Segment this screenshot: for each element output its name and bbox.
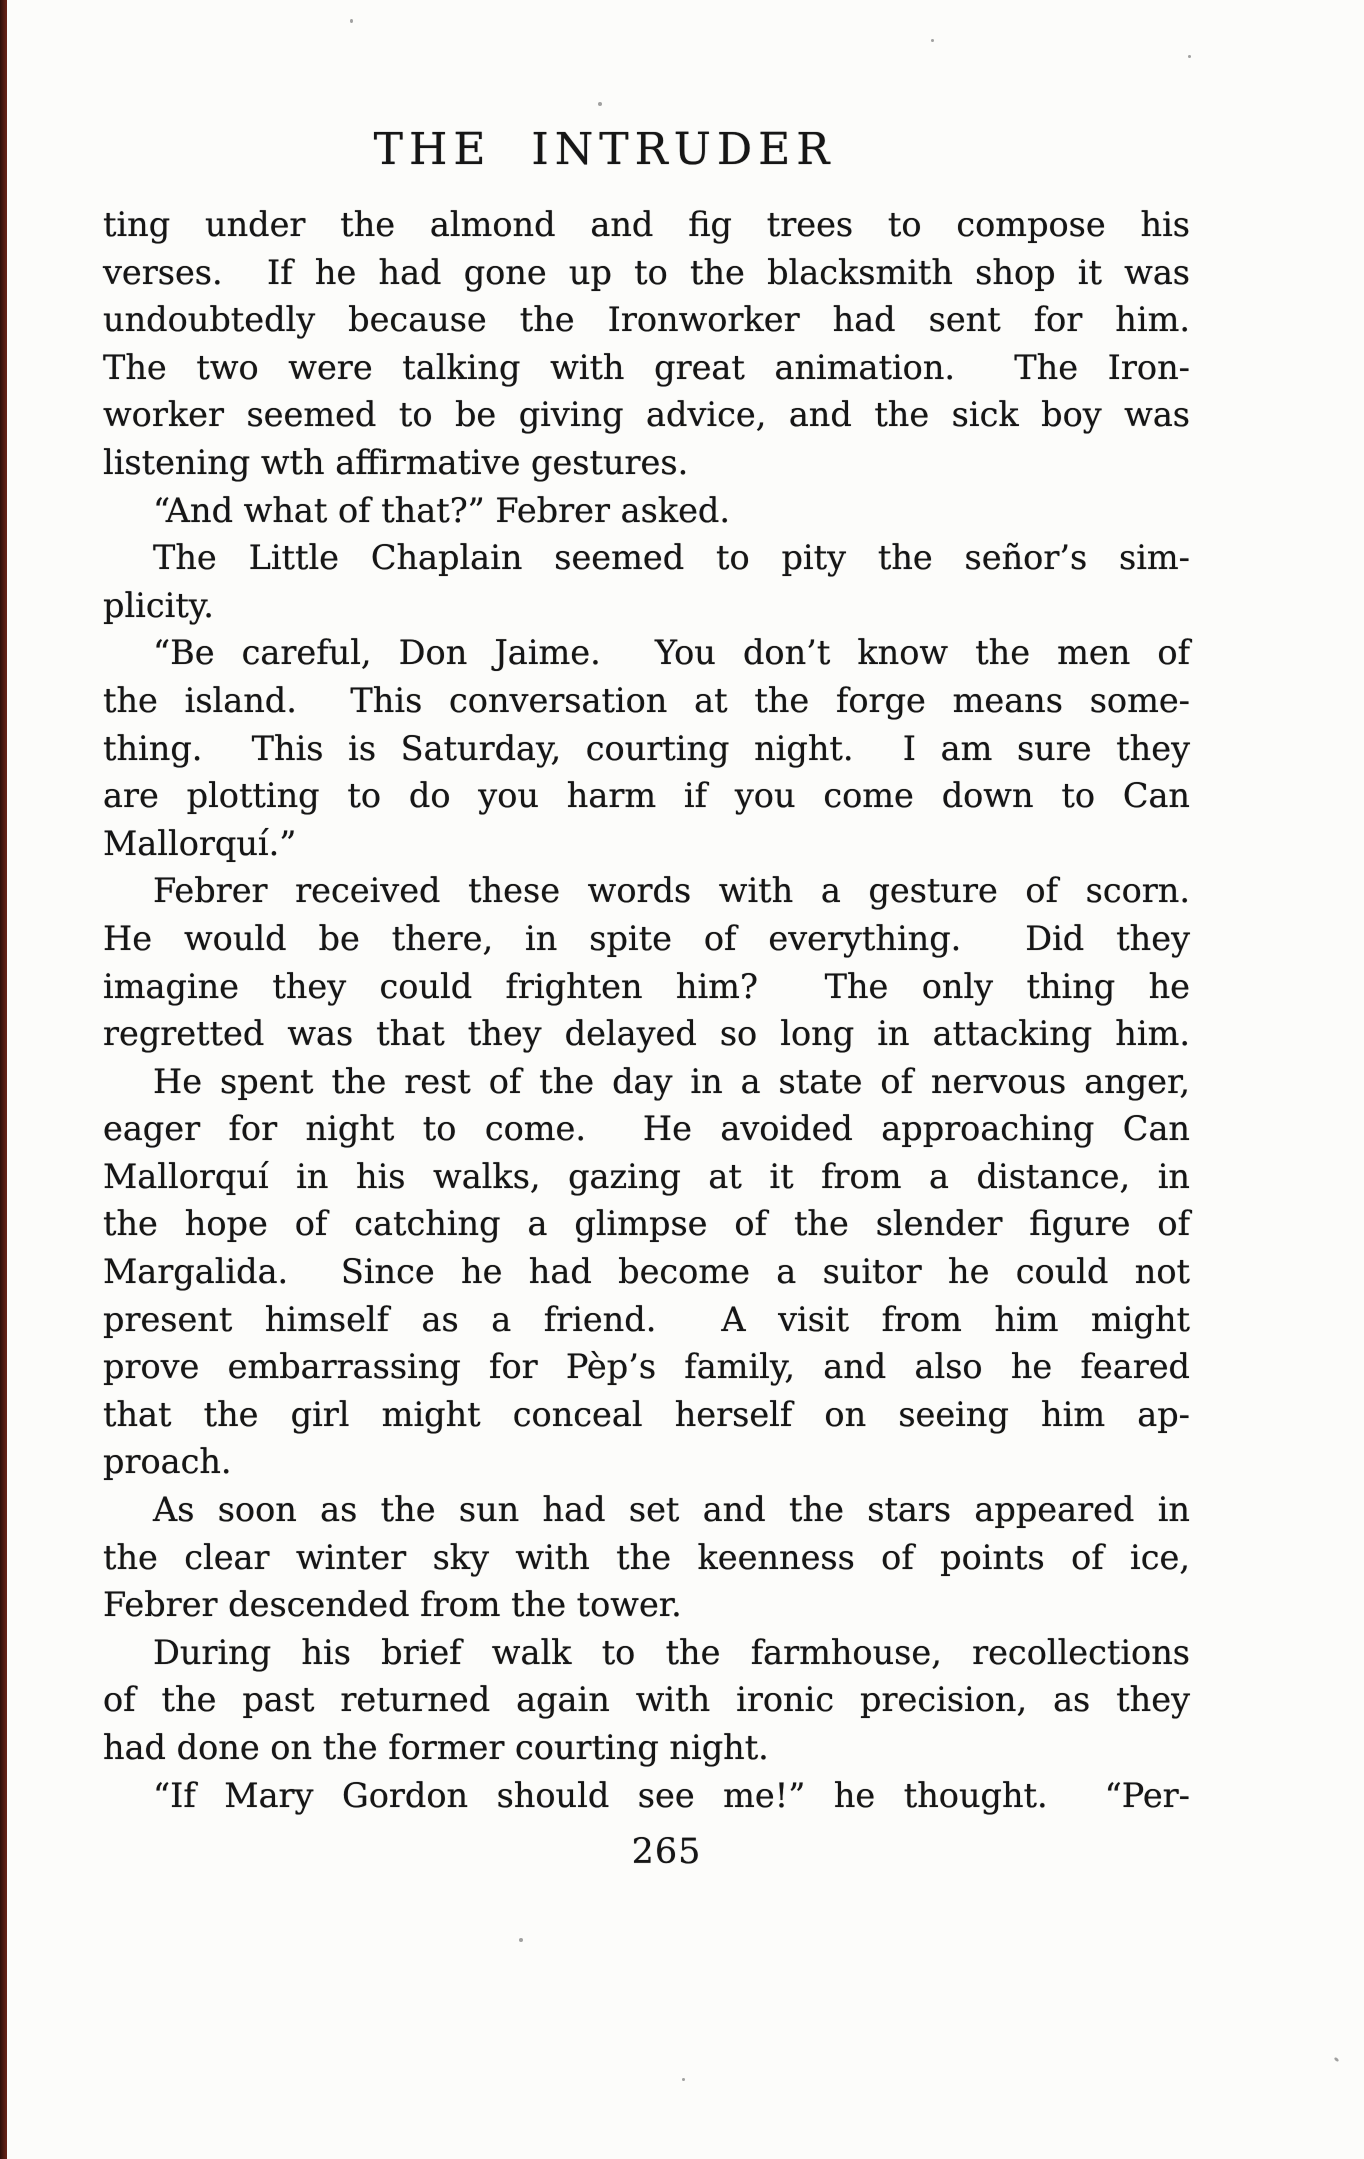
- text-line: During his brief walk to the farmhouse, recollections: [153, 1632, 1190, 1672]
- text-line: verses. If he had gone up to the blacksmith shop it was: [103, 252, 1190, 292]
- text-line: plicity.: [103, 585, 214, 625]
- text-line: He would be there, in spite of everything. Did they: [103, 918, 1190, 958]
- text-line: He spent the rest of the day in a state of nervous anger,: [153, 1061, 1190, 1101]
- text-line: The two were talking with great animation. The Iron-: [103, 347, 1190, 387]
- text-line: undoubtedly because the Ironworker had sent for him.: [103, 300, 1190, 340]
- scan-speck: [682, 2078, 685, 2081]
- text-line: “If Mary Gordon should see me!” he thought. “Per-: [153, 1775, 1190, 1815]
- text-line: the hope of catching a glimpse of the slender figure of: [103, 1204, 1190, 1244]
- text-line: “And what of that?” Febrer asked.: [153, 490, 730, 530]
- text-line: ting under the almond and fig trees to compose his: [103, 205, 1190, 244]
- text-line: had done on the former courting night.: [103, 1728, 769, 1767]
- scan-speck: [598, 102, 602, 106]
- text-line: thing. This is Saturday, courting night. I am sure they: [103, 728, 1190, 768]
- text-line: Febrer received these words with a gesture of scorn.: [153, 871, 1190, 911]
- text-line: prove embarrassing for Pèp’s family, and also he feared: [103, 1347, 1190, 1387]
- scan-speck: [519, 1938, 523, 1942]
- text-line: The Little Chaplain seemed to pity the señor’s sim-: [153, 538, 1190, 578]
- text-line: “Be careful, Don Jaime. You don’t know the men of: [153, 633, 1190, 673]
- scan-speck: [1334, 2057, 1340, 2063]
- text-line: of the past returned again with ironic precision, as they: [103, 1680, 1190, 1720]
- page-body: [103, 201, 1190, 1819]
- page-title: THE INTRUDER: [373, 124, 836, 175]
- text-line: that the girl might conceal herself on seeing him ap-: [103, 1394, 1190, 1434]
- text-line: Febrer descended from the tower.: [103, 1585, 682, 1625]
- text-line: the clear winter sky with the keenness of points of ice,: [103, 1537, 1190, 1577]
- page-number: 265: [631, 1832, 702, 1872]
- text-line: listening wth affirmative gestures.: [103, 442, 689, 482]
- text-line: the island. This conversation at the forge means some-: [103, 680, 1190, 720]
- scan-speck: [1188, 55, 1191, 58]
- scan-speck: [931, 39, 934, 42]
- text-line: proach.: [103, 1442, 232, 1482]
- text-line: worker seemed to be giving advice, and the sick boy was: [103, 395, 1190, 435]
- text-line: are plotting to do you harm if you come down to Can: [103, 776, 1190, 816]
- text-line: As soon as the sun had set and the stars appeared in: [153, 1490, 1190, 1530]
- text-line: Mallorquí.”: [103, 823, 297, 863]
- text-line: Mallorquí in his walks, gazing at it from a distance, in: [103, 1156, 1190, 1196]
- text-line: Margalida. Since he had become a suitor he could not: [103, 1252, 1190, 1292]
- text-line: eager for night to come. He avoided approaching Can: [103, 1109, 1190, 1149]
- text-line: present himself as a friend. A visit from him might: [103, 1299, 1190, 1339]
- spine-edge: [0, 0, 7, 2159]
- scan-speck: [350, 19, 353, 23]
- text-line: imagine they could frighten him? The only thing he: [103, 966, 1190, 1006]
- text-line: regretted was that they delayed so long in attacking him.: [103, 1014, 1190, 1054]
